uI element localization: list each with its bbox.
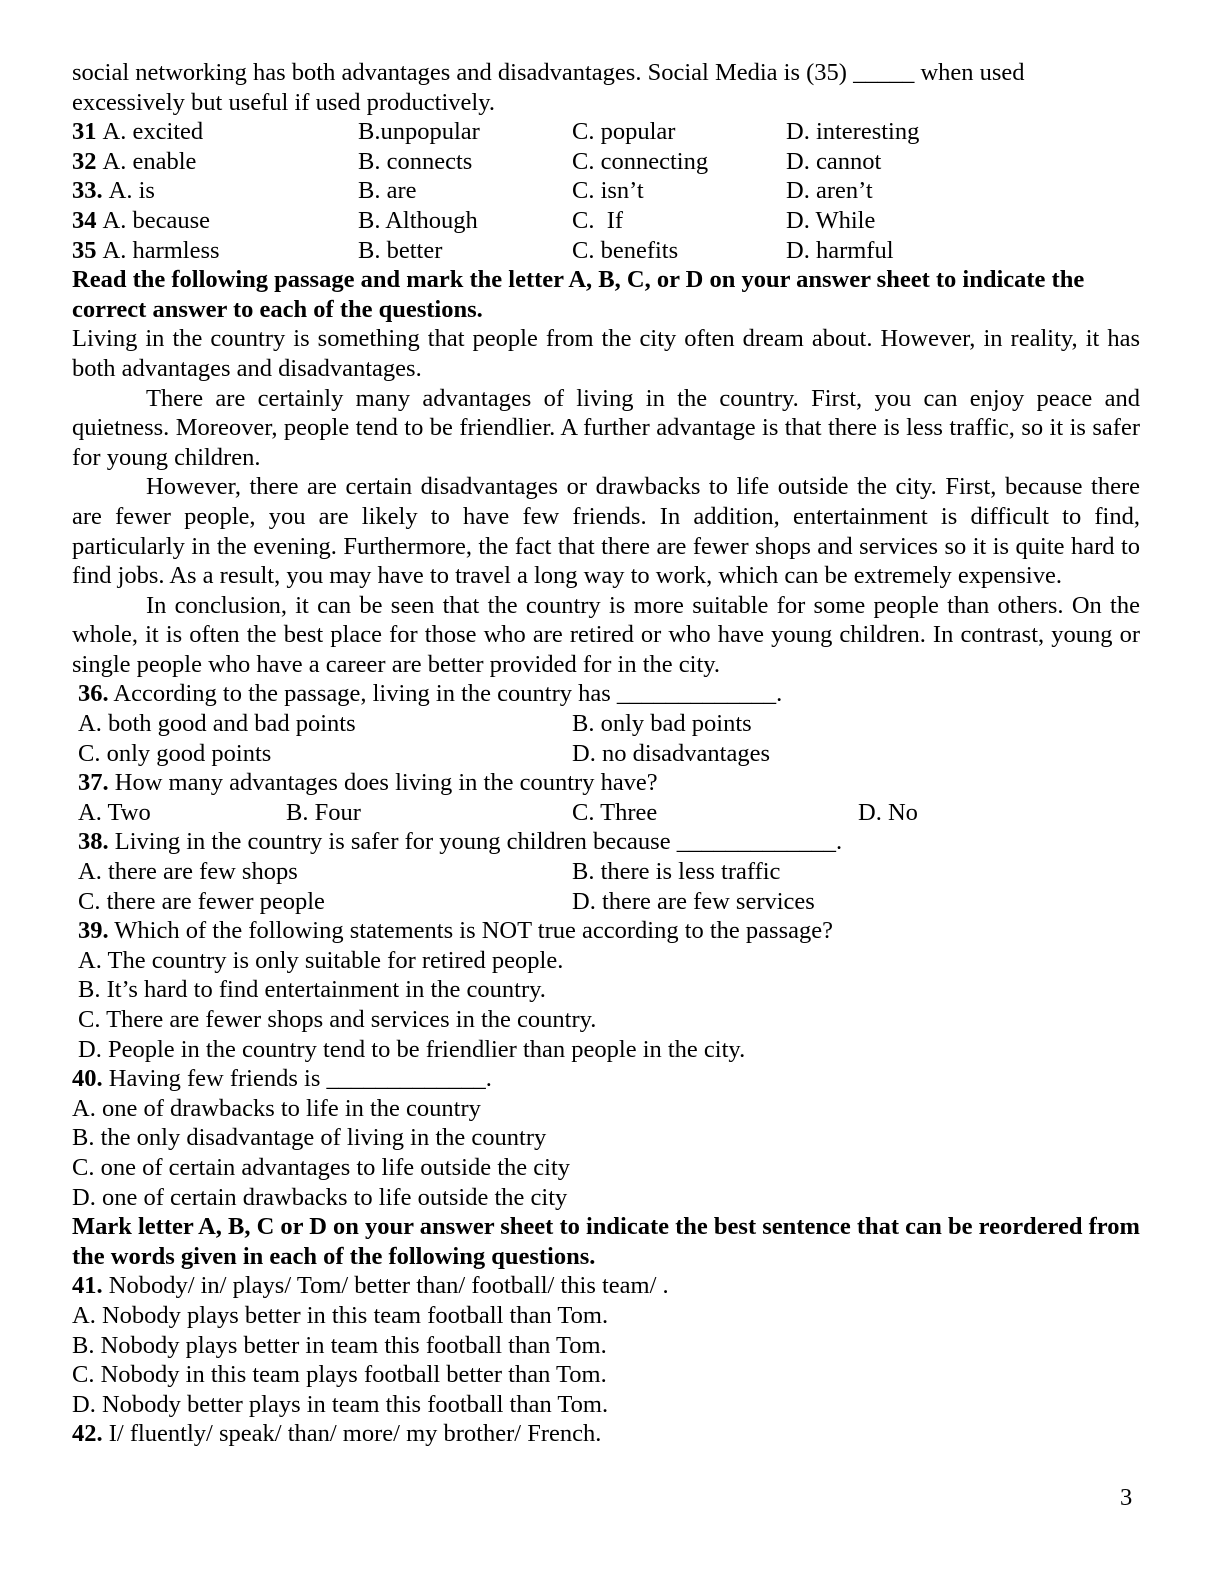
option-a: A. Two <box>78 798 151 826</box>
question-text: Living in the country is safer for young children because _____________. <box>108 828 843 856</box>
option-b: B. It’s hard to find entertainment in the country. <box>78 976 546 1004</box>
question-39 <box>72 916 1140 1064</box>
page-number: 3 <box>1120 1484 1133 1511</box>
question-31 <box>72 117 1140 147</box>
option-b: B. Four <box>286 798 361 826</box>
option-a: A. The country is only suitable for retired people. <box>78 946 564 974</box>
option-c: C. popular <box>572 118 676 146</box>
question-text: Nobody/ in/ plays/ Tom/ better than/ football/ this team/ . <box>102 1272 669 1300</box>
passage-paragraph-1: Living in the country is something that people from the city often dream about. However, in reality, it has both advantages and disadvantages. <box>72 325 1140 382</box>
option-a: A. there are few shops <box>78 858 298 886</box>
passage-paragraph-4: In conclusion, it can be seen that the country is more suitable for some people than others. On the whole, it is often the best place for those who are retired or who have young children. In contrast, young or single people who have a career are better provided for in the city. <box>72 591 1140 678</box>
option-a: A. enable <box>102 147 197 175</box>
question-number: 31 <box>72 118 97 146</box>
question-number: 36. <box>78 680 109 708</box>
intro-line-1: social networking has both advantages and disadvantages. Social Media is (35) _____ when used <box>72 59 1025 86</box>
option-b: B. only bad points <box>572 710 752 738</box>
question-41 <box>72 1271 1140 1419</box>
question-35 <box>72 236 1140 266</box>
question-36 <box>72 679 1140 768</box>
cloze-options <box>72 117 1140 265</box>
option-d: D. one of certain drawbacks to life outside the city <box>72 1183 568 1211</box>
question-32 <box>72 147 1140 177</box>
option-c: C. one of certain advantages to life outside the city <box>72 1153 571 1181</box>
question-37 <box>72 768 1140 827</box>
option-d: D. People in the country tend to be friendlier than people in the city. <box>78 1035 746 1063</box>
question-text: According to the passage, living in the country has _____________. <box>108 680 783 708</box>
question-text: How many advantages does living in the country have? <box>108 769 658 797</box>
passage-paragraph-3: However, there are certain disadvantages or drawbacks to life outside the city. First, because there are fewer people, you are likely to have few friends. In addition, entertainment is difficult to find, particularly in the evening. Furthermore, the fact that there are fewer shops and services so it is quite hard to find jobs. As a result, you may have to travel a long way to work, which can be extremely expensive. <box>72 473 1140 590</box>
question-text: Having few friends is _____________. <box>102 1065 492 1093</box>
option-b: B. Although <box>358 206 478 234</box>
option-d: D. aren’t <box>786 177 873 205</box>
option-c: C. there are fewer people <box>78 887 325 915</box>
question-number: 41. <box>72 1272 103 1300</box>
option-a: A. harmless <box>102 236 220 264</box>
passage-paragraph-2: There are certainly many advantages of living in the country. First, you can enjoy peace and quietness. Moreover, people tend to be friendlier. A further advantage is that there is less traffic, so it is safer for young children. <box>72 384 1140 471</box>
option-d: D. harmful <box>786 236 894 264</box>
option-c: C. Nobody in this team plays football better than Tom. <box>72 1361 607 1389</box>
option-c: C. benefits <box>572 236 679 264</box>
option-d: D. cannot <box>786 147 882 175</box>
reading-instruction: Read the following passage and mark the letter A, B, C, or D on your answer sheet to indicate the correct answer to each of the questions. <box>72 266 1085 323</box>
question-number: 35 <box>72 236 97 264</box>
option-c: C. isn’t <box>572 177 644 205</box>
question-number: 33. <box>72 177 103 205</box>
option-c: C. There are fewer shops and services in the country. <box>78 1006 597 1033</box>
option-b: B. there is less traffic <box>572 858 781 886</box>
option-d: D. no disadvantages <box>572 739 770 767</box>
question-40 <box>72 1064 1140 1212</box>
option-a: A. because <box>102 206 210 234</box>
option-a: A. one of drawbacks to life in the country <box>72 1094 481 1122</box>
option-d: D. Nobody better plays in team this football than Tom. <box>72 1390 609 1418</box>
option-c: C. Three <box>572 798 658 826</box>
reorder-instruction: Mark letter A, B, C or D on your answer sheet to indicate the best sentence that can be reordered from the words given in each of the following questions. <box>72 1213 1140 1270</box>
option-b: B. Nobody plays better in team this football than Tom. <box>72 1331 607 1359</box>
intro-line-2: excessively but useful if used productively. <box>72 88 495 116</box>
question-38 <box>72 827 1140 916</box>
question-34 <box>72 206 1140 236</box>
question-number: 42. <box>72 1420 103 1448</box>
question-42 <box>72 1419 1140 1449</box>
question-text: Which of the following statements is NOT true according to the passage? <box>108 917 834 945</box>
option-b: B. are <box>358 177 417 205</box>
option-a: A. is <box>108 177 155 205</box>
option-d: D. there are few services <box>572 887 815 915</box>
option-b: B.unpopular <box>358 118 480 146</box>
option-d: D. No <box>858 798 918 826</box>
question-number: 37. <box>78 769 109 797</box>
option-c: C. only good points <box>78 739 272 767</box>
option-c: C. If <box>572 206 624 234</box>
option-a: A. both good and bad points <box>78 710 356 738</box>
option-b: B. the only disadvantage of living in the country <box>72 1124 547 1152</box>
document-page <box>72 58 1140 1449</box>
question-number: 40. <box>72 1065 103 1093</box>
question-33 <box>72 176 1140 206</box>
option-a: A. Nobody plays better in this team football than Tom. <box>72 1301 609 1329</box>
question-text: I/ fluently/ speak/ than/ more/ my brother/ French. <box>102 1420 602 1448</box>
question-number: 32 <box>72 147 97 175</box>
option-b: B. better <box>358 236 443 264</box>
option-b: B. connects <box>358 147 473 175</box>
option-d: D. interesting <box>786 118 920 146</box>
question-number: 34 <box>72 206 97 234</box>
option-c: C. connecting <box>572 147 709 175</box>
question-number: 38. <box>78 828 109 856</box>
question-number: 39. <box>78 917 109 945</box>
option-a: A. excited <box>102 118 204 146</box>
option-d: D. While <box>786 206 876 234</box>
